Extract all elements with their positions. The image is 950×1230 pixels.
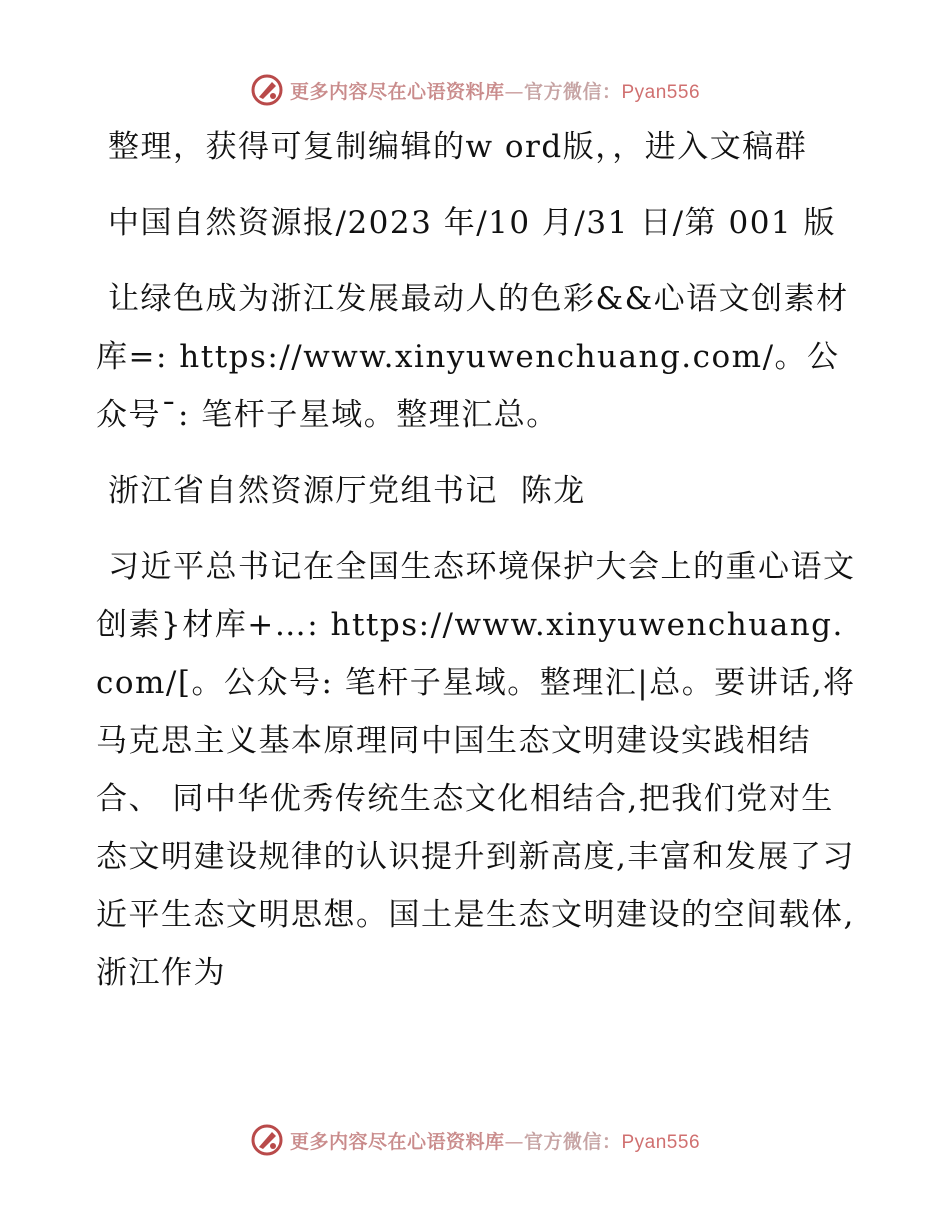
watermark-handle: Pyan556 bbox=[621, 81, 701, 103]
footer-watermark bbox=[0, 1120, 950, 1160]
watermark-handle: Pyan556 bbox=[621, 1131, 701, 1153]
pen-logo-icon bbox=[250, 1123, 284, 1157]
watermark-official: 官方微信： bbox=[523, 1130, 622, 1153]
watermark-text bbox=[290, 77, 700, 104]
watermark-text bbox=[290, 1127, 700, 1154]
header-watermark bbox=[0, 70, 950, 110]
source-line: 中国自然资源报/2023 年/10 月/31 日/第 001 版 bbox=[108, 205, 837, 241]
watermark-brand: 更多内容尽在心语资料库 bbox=[289, 1130, 505, 1153]
pen-logo-icon bbox=[250, 73, 284, 107]
author-line: 浙江省自然资源厅党组书记 陈龙 bbox=[108, 473, 586, 509]
article-title: 让绿色成为浙江发展最动人的色彩&&心语文创素材库=: https://www.xinyuwenchuang.com/。公众号¯: 笔杆子星域。整理汇总。 bbox=[96, 281, 849, 433]
watermark-separator: — bbox=[504, 80, 524, 103]
document-body bbox=[96, 118, 856, 1020]
intro-note: 整理，获得可复制编辑的w ord版，，进入文稿群 bbox=[108, 129, 808, 165]
watermark-brand: 更多内容尽在心语资料库 bbox=[289, 80, 505, 103]
watermark-official: 官方微信： bbox=[523, 80, 622, 103]
watermark-separator: — bbox=[504, 1130, 524, 1153]
body-paragraph: 习近平总书记在全国生态环境保护大会上的重心语文创素}材库+…: https://www.xinyuwenchuang.com/[。公众号: 笔杆子星域。整理汇|总。要讲话,将马克思主义基本原理同中国生态文明建设实践相结合、 同中华优秀传统生态文化相结合,把我们党对生态文明建设规律的认识提升到新高度,丰富和发展了习近平生态文明思想。国土是生态文明建设的空间载体,浙江作为 bbox=[96, 549, 856, 991]
